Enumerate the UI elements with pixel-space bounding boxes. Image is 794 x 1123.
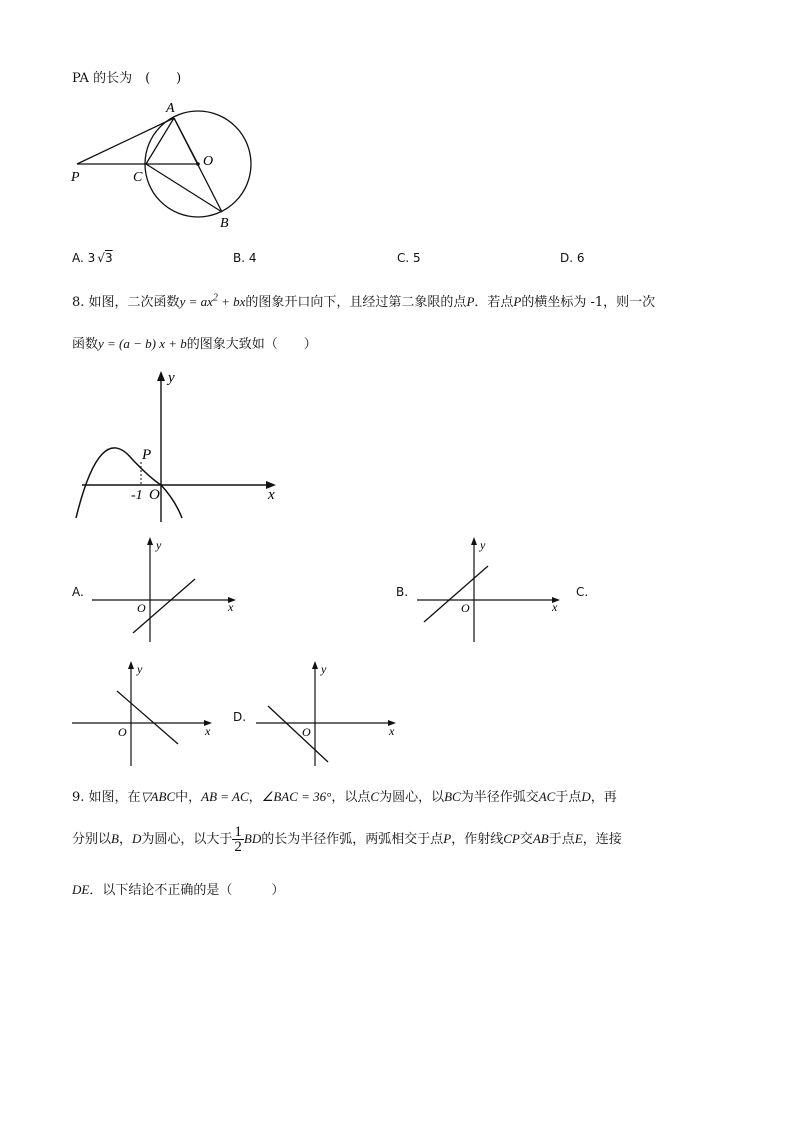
label-o: O (149, 487, 160, 503)
q9-line2: 分别以B，D为圆心，以大于 $\frac{1}{2}$ BD的长为半径作弧，两弧相交于点P，作射线CP交AB于点E，连接 (72, 824, 622, 855)
line-d (268, 706, 328, 762)
label-b: B (220, 216, 229, 231)
q7-option-b[interactable]: B. 4 (233, 251, 257, 265)
svg-text:O: O (461, 601, 470, 615)
q8-option-c-letter[interactable]: C. (576, 585, 589, 599)
svg-text:x: x (228, 600, 234, 614)
q7-option-d[interactable]: D. 6 (560, 251, 585, 265)
svg-text:y: y (480, 538, 486, 552)
q8-option-b-letter[interactable]: B. (396, 585, 409, 599)
q8-line1: 8. 如图，二次函数$y = ax^2$ + bx的图象开口向下，且经过第二象限的点P．若点P的横坐标为 -1，则一次 (72, 292, 656, 310)
svg-text:x: x (389, 724, 395, 738)
q9-line3: DE．以下结论不正确的是（ ） (72, 882, 285, 898)
svg-text:y: y (156, 538, 162, 552)
q7-option-a[interactable]: A. 3 √3 (72, 251, 113, 265)
svg-text:y: y (137, 662, 143, 676)
label-c: C (133, 170, 143, 185)
label-o: O (203, 154, 214, 169)
q8-line2: 函数y = (a − b) x + b的图象大致如（ ） (72, 336, 317, 352)
label-p: P (142, 447, 152, 463)
label-a: A (166, 101, 175, 116)
svg-text:O: O (302, 725, 311, 739)
label-x: x (268, 487, 275, 503)
svg-text:y: y (321, 662, 327, 676)
svg-text:O: O (137, 601, 146, 615)
label-neg1: -1 (131, 488, 143, 503)
svg-text:O: O (118, 725, 127, 739)
q8-option-a-letter[interactable]: A. (72, 585, 84, 599)
fraction-half: $\frac{1}{2}$ (234, 824, 242, 855)
svg-text:x: x (552, 600, 558, 614)
q9-line1: 9. 如图，在▽ABC中，AB = AC，∠BAC = 36°，以点C为圆心，以BC为半径作弧交AC于点D，再 (72, 789, 617, 805)
q8-option-d-letter[interactable]: D. (233, 710, 247, 724)
label-y: y (168, 370, 175, 386)
svg-text:x: x (205, 724, 211, 738)
label-p: P (71, 170, 80, 185)
q7-option-c[interactable]: C. 5 (397, 251, 421, 265)
q7-stem-end: PA 的长为 ( ) (72, 71, 182, 86)
